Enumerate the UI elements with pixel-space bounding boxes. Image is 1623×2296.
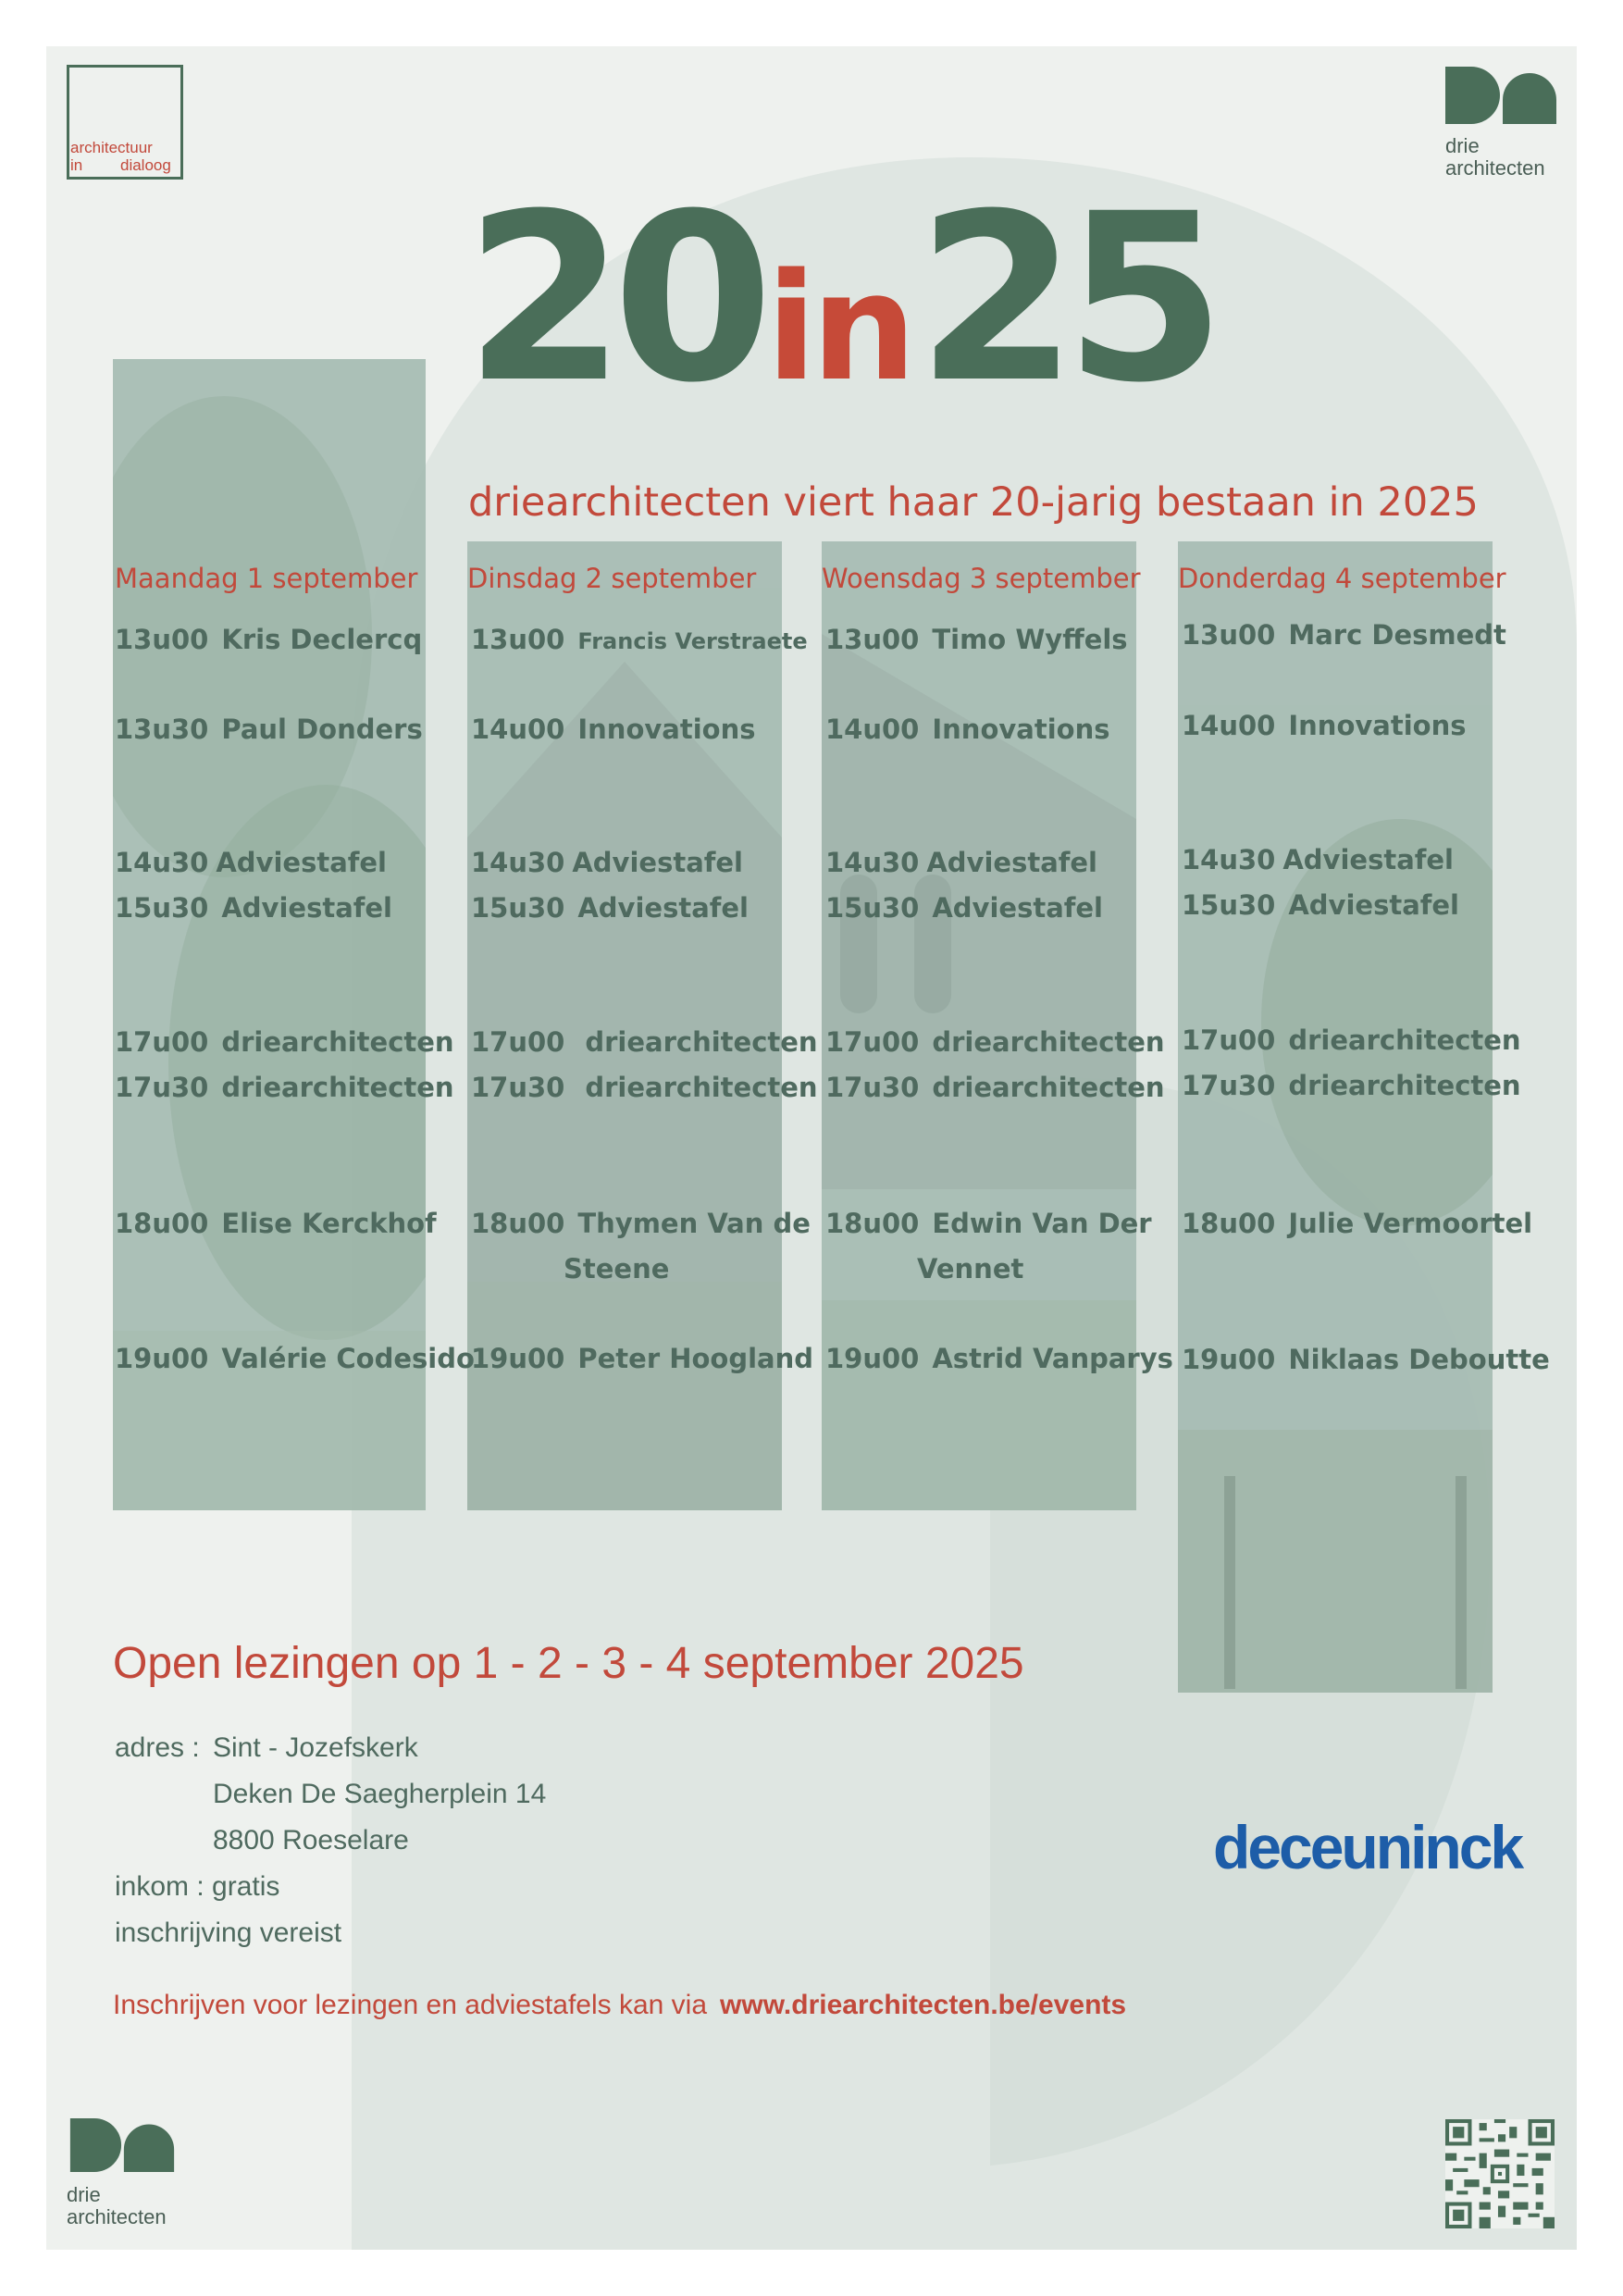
slot-time: 15u30	[471, 892, 565, 924]
schedule-slot	[471, 1065, 818, 1110]
slot-time: 17u00	[1182, 1024, 1276, 1056]
schedule-slot	[115, 1201, 437, 1246]
slot-time: 14u30	[471, 847, 565, 878]
slot-time: 13u00	[115, 624, 209, 655]
slot-time: 15u30	[1182, 889, 1276, 921]
schedule-slot	[825, 617, 1128, 662]
slot-time: 14u30	[115, 847, 209, 878]
logo-line-1: drie	[67, 2183, 101, 2206]
slot-name: driearchitecten	[585, 1072, 818, 1103]
slot-name: Adviestafel	[932, 892, 1103, 924]
schedule-slot	[1182, 1201, 1532, 1246]
slot-time: 17u00	[471, 1026, 565, 1058]
slot-time: 17u30	[1182, 1070, 1276, 1101]
schedule-slot	[471, 1336, 813, 1381]
schedule-slot	[115, 1065, 454, 1110]
slot-time: 17u00	[825, 1026, 920, 1058]
headline-25: 25	[916, 164, 1213, 433]
slot-name: Edwin Van Der	[932, 1208, 1152, 1239]
address-line-2: Deken De Saegherplein 14	[213, 1779, 547, 1809]
aid-line-1: architectuur	[70, 139, 153, 156]
slot-name: Valérie Codesido	[221, 1343, 475, 1374]
open-lectures-heading: Open lezingen op 1 - 2 - 3 - 4 september 2025	[113, 1639, 1024, 1688]
slot-name: driearchitecten	[585, 1026, 818, 1058]
schedule-slot	[825, 840, 1097, 885]
slot-name: Thymen Van de	[577, 1208, 811, 1239]
headline-20: 20	[465, 164, 761, 433]
slot-name: driearchitecten	[932, 1072, 1165, 1103]
schedule-slot	[825, 707, 1109, 751]
schedule-slot	[471, 1201, 811, 1246]
slot-time: 19u00	[1182, 1344, 1276, 1375]
slot-time: 19u00	[825, 1343, 920, 1374]
schedule-slot	[825, 886, 1103, 930]
slot-name: driearchitecten	[1288, 1070, 1521, 1101]
day-label-1: Maandag 1 september	[115, 563, 418, 594]
slot-name: Adviestafel	[1282, 844, 1454, 875]
schedule-slot	[115, 1020, 454, 1064]
schedule-slot	[825, 1065, 1165, 1110]
slot-name: Niklaas Deboutte	[1288, 1344, 1550, 1375]
logo-line-2: architecten	[67, 2205, 167, 2228]
schedule-slot	[115, 840, 387, 885]
slot-name: Peter Hoogland	[577, 1343, 814, 1374]
day-label-2: Dinsdag 2 september	[467, 563, 757, 594]
headline	[465, 164, 1213, 443]
schedule-slot	[471, 1020, 818, 1064]
logo-line-2: architecten	[1445, 156, 1545, 180]
schedule-slot	[1182, 883, 1459, 927]
drie-architecten-logo-mark	[67, 2118, 178, 2172]
slot-name-continued: Steene	[564, 1253, 670, 1285]
slot-name: Adviestafel	[926, 847, 1097, 878]
slot-time: 18u00	[825, 1208, 920, 1239]
schedule-slot	[115, 617, 422, 662]
entry-info: inkom : gratis	[115, 1871, 280, 1902]
schedule-slot	[115, 707, 423, 751]
slot-time: 17u30	[825, 1072, 920, 1103]
slot-time: 14u30	[825, 847, 920, 878]
slot-name: Paul Donders	[221, 714, 423, 745]
slot-name: Adviestafel	[572, 847, 743, 878]
slot-name: driearchitecten	[932, 1026, 1165, 1058]
schedule-slot	[471, 707, 755, 751]
schedule-slot	[115, 886, 392, 930]
slot-name: Timo Wyffels	[932, 624, 1128, 655]
schedule-slot	[471, 840, 743, 885]
slot-time: 15u30	[115, 892, 209, 924]
schedule-slot	[471, 886, 749, 930]
slot-name: Innovations	[932, 714, 1110, 745]
drie-architecten-logo-mark	[1445, 67, 1556, 124]
slot-name: Julie Vermoortel	[1288, 1208, 1533, 1239]
slot-name: Adviestafel	[216, 847, 387, 878]
schedule-slot	[1182, 838, 1454, 882]
slot-time: 18u00	[1182, 1208, 1276, 1239]
slot-name: driearchitecten	[1288, 1024, 1521, 1056]
register-url[interactable]: www.driearchitecten.be/events	[720, 1990, 1127, 2020]
schedule-slot	[1182, 1063, 1521, 1108]
slot-name: driearchitecten	[221, 1072, 454, 1103]
slot-name-continued: Vennet	[917, 1253, 1024, 1285]
schedule-slot	[1182, 703, 1466, 748]
slot-name: Marc Desmedt	[1288, 619, 1506, 651]
schedule-slot	[825, 1336, 1173, 1381]
slot-time: 14u00	[825, 714, 920, 745]
slot-time: 17u30	[115, 1072, 209, 1103]
schedule-slot	[1182, 1018, 1521, 1062]
address-line-1: Sint - Jozefskerk	[213, 1732, 418, 1763]
schedule-slot	[471, 617, 808, 664]
slot-name: Elise Kerckhof	[221, 1208, 437, 1239]
address-label: adres :	[115, 1732, 200, 1763]
slot-time: 19u00	[115, 1343, 209, 1374]
slot-time: 13u00	[471, 624, 565, 655]
slot-time: 19u00	[471, 1343, 565, 1374]
register-text: Inschrijven voor lezingen en adviestafels kan via	[113, 1990, 708, 2020]
headline-in: in	[765, 241, 911, 414]
slot-name: Adviestafel	[577, 892, 749, 924]
slot-name: Kris Declercq	[221, 624, 423, 655]
slot-time: 17u30	[471, 1072, 565, 1103]
qr-code[interactable]	[1445, 2119, 1555, 2228]
drie-architecten-logo-text-bottom	[67, 2184, 167, 2228]
slot-time: 15u30	[825, 892, 920, 924]
slot-time: 18u00	[115, 1208, 209, 1239]
slot-time: 14u00	[471, 714, 565, 745]
schedule-slot	[1182, 1337, 1550, 1382]
day-label-3: Woensdag 3 september	[822, 563, 1141, 594]
logo-line-1: drie	[1445, 134, 1480, 157]
slot-name: Adviestafel	[221, 892, 392, 924]
slot-time: 13u00	[825, 624, 920, 655]
slot-time: 13u30	[115, 714, 209, 745]
schedule-slot	[115, 1336, 475, 1381]
slot-name: Adviestafel	[1288, 889, 1459, 921]
aid-line-2-right: dialoog	[120, 156, 171, 174]
schedule-slot	[825, 1201, 1152, 1246]
poster	[46, 46, 1577, 2250]
slot-name: Francis Verstraete	[577, 628, 808, 654]
register-line	[113, 1990, 1126, 2021]
slot-time: 14u30	[1182, 844, 1276, 875]
aid-line-2-left: in	[70, 156, 83, 174]
drie-architecten-logo-text-top	[1445, 135, 1545, 180]
slot-name: Innovations	[1288, 710, 1467, 741]
slot-time: 17u00	[115, 1026, 209, 1058]
slot-name: driearchitecten	[221, 1026, 454, 1058]
schedule-slot	[1182, 613, 1506, 657]
slot-time: 13u00	[1182, 619, 1276, 651]
slot-name: Astrid Vanparys	[932, 1343, 1173, 1374]
slot-name: Innovations	[577, 714, 756, 745]
day-label-4: Donderdag 4 september	[1178, 563, 1506, 594]
registration-info: inschrijving vereist	[115, 1917, 342, 1948]
slot-time: 14u00	[1182, 710, 1276, 741]
schedule-slot	[825, 1020, 1165, 1064]
slot-time: 18u00	[471, 1208, 565, 1239]
sponsor-logo: deceuninck	[1213, 1813, 1522, 1881]
subtitle: driearchitecten viert haar 20-jarig bestaan in 2025	[468, 479, 1479, 526]
address-line-3: 8800 Roeselare	[213, 1825, 409, 1855]
